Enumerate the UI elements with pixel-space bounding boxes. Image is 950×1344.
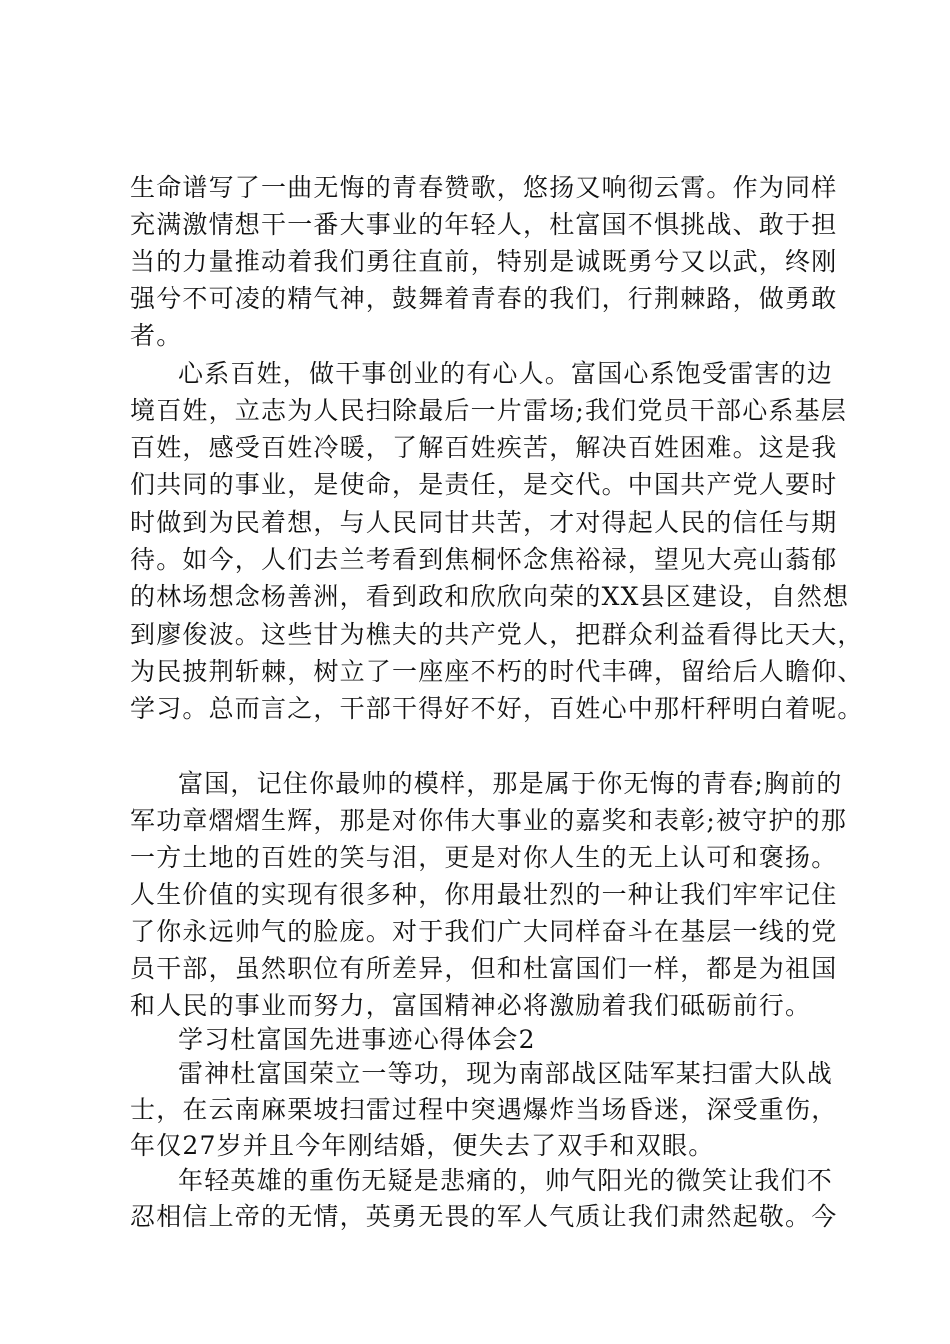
text-line: 到廖俊波。这些甘为樵夫的共产党人，把群众利益看得比天大， [130, 620, 864, 649]
text-line: 的林场想念杨善洲，看到政和欣欣向荣的XX县区建设，自然想 [130, 582, 850, 611]
text-line: 境百姓，立志为人民扫除最后一片雷场;我们党员干部心系基层 [130, 396, 848, 425]
section-heading: 学习杜富国先进事迹心得体会2 [178, 1025, 536, 1054]
paragraph-start: 年轻英雄的重伤无疑是悲痛的，帅气阳光的微笑让我们不 [178, 1166, 834, 1195]
text-line: 为民披荆斩棘，树立了一座座不朽的时代丰碑，留给后人瞻仰、 [130, 657, 864, 686]
text-line: 军功章熠熠生辉，那是对你伟大事业的嘉奖和表彰;被守护的那 [130, 806, 848, 835]
paragraph-start: 心系百姓，做干事创业的有心人。富国心系饱受雷害的边 [178, 359, 834, 388]
text-line: 学习。总而言之，干部干得好不好，百姓心中那杆秤明白着呢。 [130, 694, 864, 723]
text-line: 年仅27岁并且今年刚结婚，便失去了双手和双眼。 [130, 1131, 715, 1160]
text-line: 充满激情想干一番大事业的年轻人，杜富国不惧挑战、敢于担 [130, 210, 838, 239]
text-line: 生命谱写了一曲无悔的青春赞歌，悠扬又响彻云霄。作为同样 [130, 173, 838, 202]
paragraph-start: 富国，记住你最帅的模样，那是属于你无悔的青春;胸前的 [178, 769, 843, 798]
paragraph-start: 雷神杜富国荣立一等功，现为南部战区陆军某扫雷大队战 [178, 1059, 834, 1088]
text-line: 人生价值的实现有很多种，你用最壮烈的一种让我们牢牢记住 [130, 880, 838, 909]
text-line: 和人民的事业而努力，富国精神必将激励着我们砥砺前行。 [130, 991, 812, 1020]
text-line: 们共同的事业，是使命，是责任，是交代。中国共产党人要时 [130, 470, 838, 499]
text-line: 忍相信上帝的无情，英勇无畏的军人气质让我们肃然起敬。今 [130, 1202, 838, 1231]
text-line: 员干部，虽然职位有所差异，但和杜富国们一样，都是为祖国 [130, 954, 838, 983]
text-line: 士，在云南麻栗坡扫雷过程中突遇爆炸当场昏迷，深受重伤， [130, 1095, 838, 1124]
text-line: 待。如今，人们去兰考看到焦桐怀念焦裕禄，望见大亮山蓊郁 [130, 545, 838, 574]
text-line: 当的力量推动着我们勇往直前，特别是诚既勇兮又以武，终刚 [130, 247, 838, 276]
text-line: 一方土地的百姓的笑与泪，更是对你人生的无上认可和褒扬。 [130, 843, 838, 872]
text-line: 百姓，感受百姓冷暖，了解百姓疾苦，解决百姓困难。这是我 [130, 433, 838, 462]
text-line: 了你永远帅气的脸庞。对于我们广大同样奋斗在基层一线的党 [130, 917, 838, 946]
text-line: 强兮不可凌的精气神，鼓舞着青春的我们，行荆棘路，做勇敢 [130, 284, 838, 313]
text-line: 时做到为民着想，与人民同甘共苦，才对得起人民的信任与期 [130, 508, 838, 537]
text-line: 者。 [130, 321, 183, 350]
